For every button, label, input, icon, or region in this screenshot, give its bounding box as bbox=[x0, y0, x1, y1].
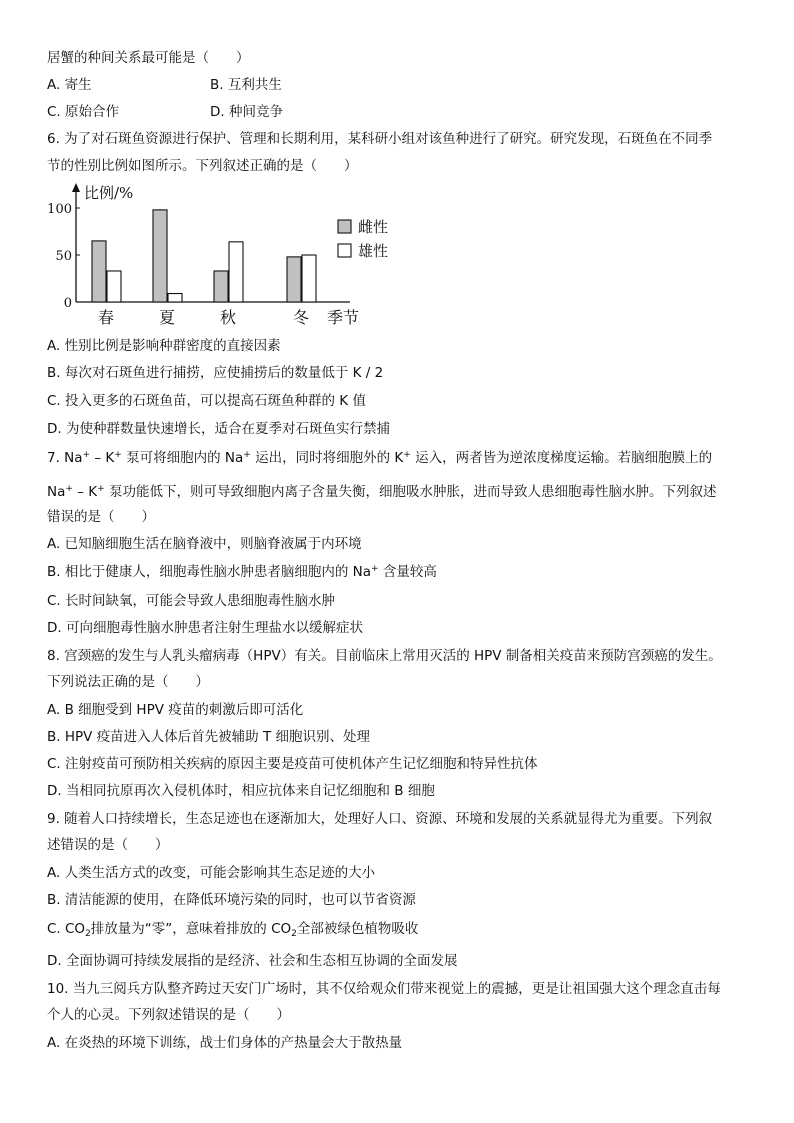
q8-stem-line2: 下列说法正确的是（ ） bbox=[47, 674, 209, 690]
x-tick-label: 秋 bbox=[219, 308, 237, 327]
q6-option-d: D. 为使种群数量快速增长，适合在夏季对石斑鱼实行禁捕 bbox=[47, 421, 390, 437]
y-tick-label: 0 bbox=[63, 296, 72, 311]
q9-option-b: B. 清洁能源的使用，在降低环境污染的同时，也可以节省资源 bbox=[47, 892, 416, 908]
q9-stem-line2: 述错误的是（ ） bbox=[47, 837, 169, 853]
y-axis-arrow bbox=[72, 183, 80, 192]
y-tick-label: 50 bbox=[55, 249, 72, 264]
q9-stem-line1: 9. 随着人口持续增长，生态足迹也在逐渐加大，处理好人口、资源、环境和发展的关系就显得尤为重要。下列叙 bbox=[47, 811, 713, 827]
legend-label: 雄性 bbox=[358, 242, 389, 260]
bar-雌性-冬 bbox=[287, 257, 301, 302]
q8-option-d: D. 当相同抗原再次入侵机体时，相应抗体来自记忆细胞和 B 细胞 bbox=[47, 783, 435, 799]
q7-option-c: C. 长时间缺氧，可能会导致人患细胞毒性脑水肿 bbox=[47, 593, 336, 609]
q7-stem-line2: Na+ – K+ 泵功能低下，则可导致细胞内离子含量失衡，细胞吸水肿胀，进而导致人患细胞毒性脑水肿。下列叙述 bbox=[47, 484, 717, 500]
bar-雄性-夏 bbox=[168, 294, 182, 302]
q5-option-b: B. 互利共生 bbox=[210, 77, 282, 93]
q7-option-a: A. 已知脑细胞生活在脑脊液中，则脑脊液属于内环境 bbox=[47, 536, 362, 552]
q9-option-d: D. 全面协调可持续发展指的是经济、社会和生态相互协调的全面发展 bbox=[47, 953, 458, 969]
q7-option-d: D. 可向细胞毒性脑水肿患者注射生理盐水以缓解症状 bbox=[47, 620, 363, 636]
y-tick-label: 100 bbox=[47, 202, 72, 217]
q6-stem-line2: 节的性别比例如图所示。下列叙述正确的是（ ） bbox=[47, 158, 358, 174]
q6-option-c: C. 投入更多的石斑鱼苗，可以提高石斑鱼种群的 K 值 bbox=[47, 393, 366, 409]
q8-stem-line1: 8. 宫颈癌的发生与人乳头瘤病毒（HPV）有关。目前临床上常用灭活的 HPV 制备相关疫苗来预防宫颈癌的发生。 bbox=[47, 648, 722, 664]
bar-雌性-春 bbox=[92, 241, 106, 302]
q5-stem-tail: 居蟹的种间关系最可能是（ ） bbox=[47, 50, 250, 66]
q8-option-b: B. HPV 疫苗进入人体后首先被辅助 T 细胞识别、处理 bbox=[47, 729, 370, 745]
legend-label: 雌性 bbox=[358, 218, 389, 236]
bar-雌性-夏 bbox=[153, 210, 167, 302]
bar-雌性-秋 bbox=[214, 271, 228, 302]
x-axis-label: 季节 bbox=[327, 308, 360, 327]
x-tick-label: 春 bbox=[97, 308, 115, 327]
q8-option-a: A. B 细胞受到 HPV 疫苗的刺激后即可活化 bbox=[47, 702, 304, 718]
q5-option-a: A. 寄生 bbox=[47, 77, 92, 93]
x-tick-label: 夏 bbox=[158, 308, 176, 327]
q9-option-a: A. 人类生活方式的改变，可能会影响其生态足迹的大小 bbox=[47, 865, 376, 881]
bar-雄性-春 bbox=[107, 271, 121, 302]
sex-ratio-bar-chart bbox=[47, 180, 410, 330]
y-axis-label: 比例/% bbox=[84, 184, 134, 202]
q10-stem-line2: 个人的心灵。下列叙述错误的是（ ） bbox=[47, 1007, 290, 1023]
q6-stem-line1: 6. 为了对石斑鱼资源进行保护、管理和长期利用，某科研小组对该鱼种进行了研究。研究发现，石斑鱼在不同季 bbox=[47, 131, 713, 147]
q10-option-a: A. 在炎热的环境下训练，战士们身体的产热量会大于散热量 bbox=[47, 1035, 403, 1051]
q8-option-c: C. 注射疫苗可预防相关疾病的原因主要是疫苗可使机体产生记忆细胞和特异性抗体 bbox=[47, 756, 538, 772]
q5-option-d: D. 种间竞争 bbox=[210, 104, 283, 120]
q6-option-b: B. 每次对石斑鱼进行捕捞，应使捕捞后的数量低于 K / 2 bbox=[47, 365, 384, 381]
q7-option-b: B. 相比于健康人，细胞毒性脑水肿患者脑细胞内的 Na+ 含量较高 bbox=[47, 564, 437, 580]
q5-option-c: C. 原始合作 bbox=[47, 104, 120, 120]
legend-swatch bbox=[338, 244, 351, 257]
bar-雄性-秋 bbox=[229, 242, 243, 302]
q6-option-a: A. 性别比例是影响种群密度的直接因素 bbox=[47, 338, 281, 354]
q10-stem-line1: 10. 当九三阅兵方队整齐跨过天安门广场时，其不仅给观众们带来视觉上的震撼，更是让祖国强大这个理念直击每 bbox=[47, 981, 721, 997]
q7-stem-line3: 错误的是（ ） bbox=[47, 509, 155, 525]
q7-stem-line1: 7. Na+ – K+ 泵可将细胞内的 Na+ 运出，同时将细胞外的 K+ 运入，两者皆为逆浓度梯度运输。若脑细胞膜上的 bbox=[47, 450, 713, 466]
x-tick-label: 冬 bbox=[292, 308, 310, 327]
q9-option-c: C. $CO_2$排放量为“零”，意味着排放的 $CO_2$全部被绿色植物吸收 bbox=[47, 921, 419, 939]
bar-雄性-冬 bbox=[302, 255, 316, 302]
legend-swatch bbox=[338, 220, 351, 233]
